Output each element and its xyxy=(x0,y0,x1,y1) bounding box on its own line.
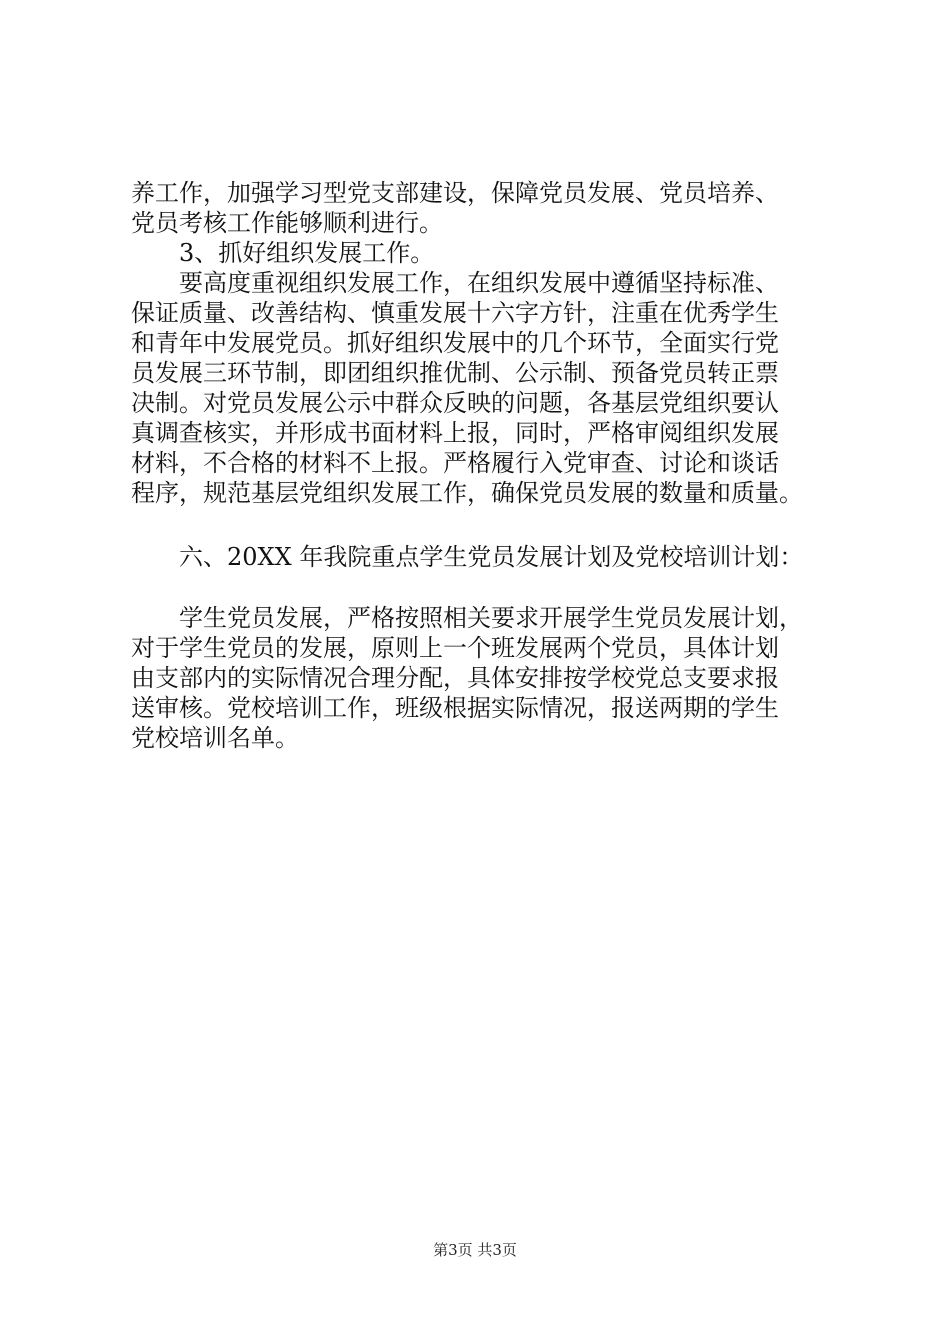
section-heading: 六、20XX 年我院重点学生党员发展计划及党校培训计划： xyxy=(179,543,804,571)
section-heading: 3、抓好组织发展工作。 xyxy=(179,239,435,267)
paragraph-line: 要高度重视组织发展工作，在组织发展中遵循坚持标准、 xyxy=(179,269,779,297)
paragraph-line: 党校培训名单。 xyxy=(131,724,299,752)
paragraph-line: 决制。对党员发展公示中群众反映的问题，各基层党组织要认 xyxy=(131,389,779,417)
paragraph-line: 真调查核实，并形成书面材料上报，同时，严格审阅组织发展 xyxy=(131,419,779,447)
paragraph-line: 送审核。党校培训工作，班级根据实际情况，报送两期的学生 xyxy=(131,694,779,722)
page-number-footer: 第3页 共3页 xyxy=(433,1241,517,1259)
paragraph-line: 员发展三环节制，即团组织推优制、公示制、预备党员转正票 xyxy=(131,359,779,387)
paragraph-line: 养工作，加强学习型党支部建设，保障党员发展、党员培养、 xyxy=(131,179,779,207)
paragraph-line: 对于学生党员的发展，原则上一个班发展两个党员，具体计划 xyxy=(131,634,779,662)
paragraph-line: 和青年中发展党员。抓好组织发展中的几个环节，全面实行党 xyxy=(131,329,779,357)
paragraph-line: 保证质量、改善结构、慎重发展十六字方针，注重在优秀学生 xyxy=(131,299,779,327)
paragraph-line: 由支部内的实际情况合理分配，具体安排按学校党总支要求报 xyxy=(131,664,779,692)
paragraph-line: 材料，不合格的材料不上报。严格履行入党审查、讨论和谈话 xyxy=(131,449,779,477)
paragraph-line: 程序，规范基层党组织发展工作，确保党员发展的数量和质量。 xyxy=(131,479,803,507)
paragraph-line: 学生党员发展，严格按照相关要求开展学生党员发展计划， xyxy=(179,604,803,632)
paragraph-line: 党员考核工作能够顺利进行。 xyxy=(131,209,443,237)
